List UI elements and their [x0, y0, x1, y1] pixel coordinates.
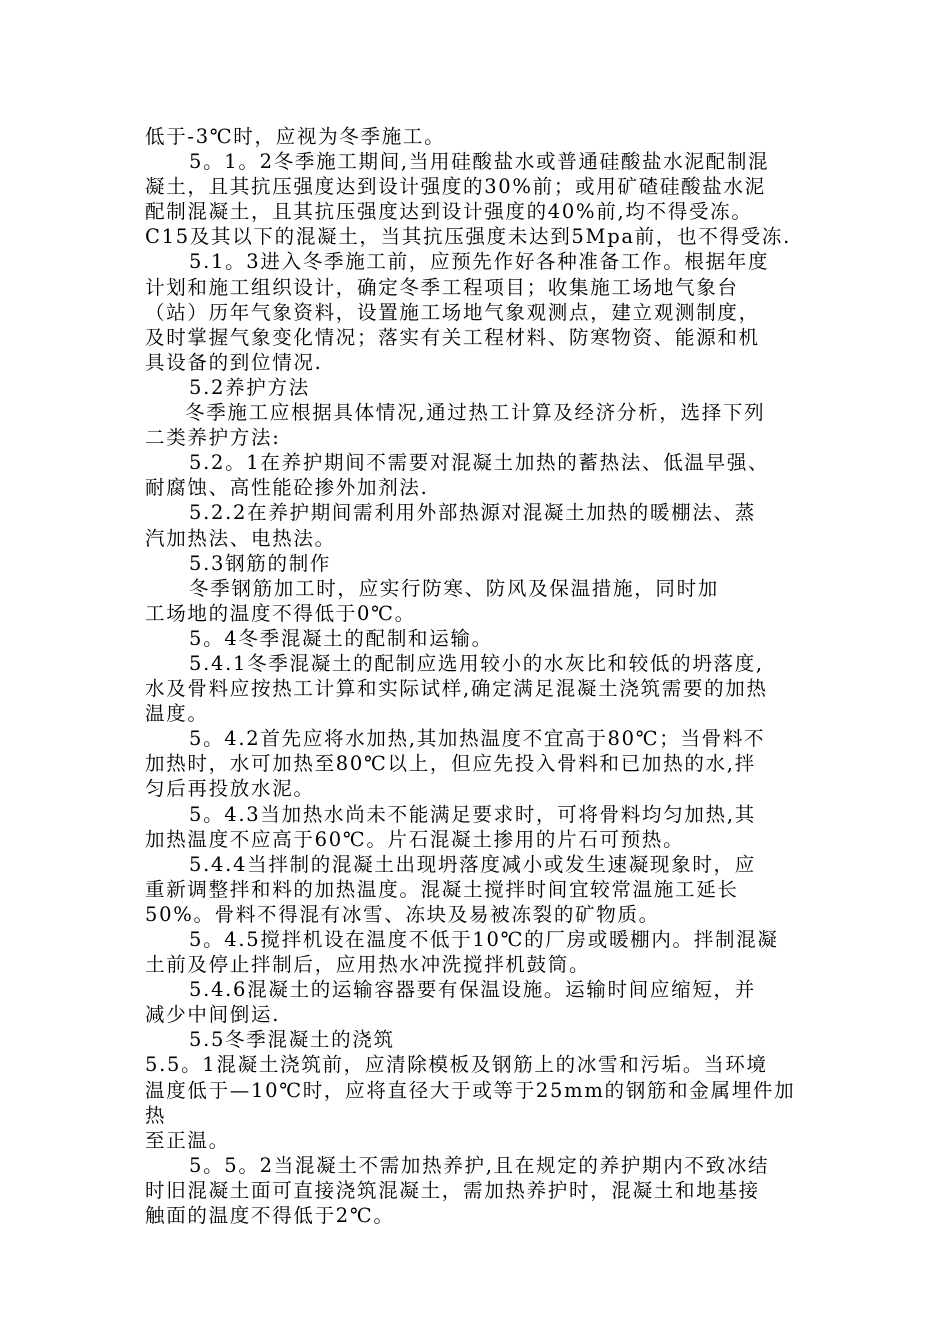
text-line: 5.1。3进入冬季施工前，应预先作好各种准备工作。根据年度: [189, 250, 770, 274]
text-line: 5.2。1在养护期间不需要对混凝土加热的蓄热法、低温早强、: [189, 451, 770, 475]
text-line: 5.4.6混凝土的运输容器要有保温设施。运输时间应缩短，并: [189, 978, 756, 1002]
text-line: 土前及停止拌制后，应用热水冲洗搅拌机鼓筒。: [145, 953, 591, 977]
text-line: 5。5。2当混凝土不需加热养护,且在规定的养护期内不致冰结: [189, 1153, 770, 1177]
section-heading: 5.2养护方法: [189, 375, 310, 399]
section-heading: 5.5冬季混凝土的浇筑: [189, 1028, 395, 1052]
text-line: 50%。骨料不得混有冰雪、冻块及易被冻裂的矿物质。: [145, 902, 660, 926]
text-line: 减少中间倒运.: [145, 1003, 281, 1027]
text-line: 加热时，水可加热至80℃以上，但应先投入骨料和已加热的水,拌: [145, 752, 756, 776]
text-line: 具设备的到位情况.: [145, 350, 323, 374]
text-line: 5.4.4当拌制的混凝土出现坍落度减小或发生速凝现象时，应: [189, 852, 756, 876]
text-line: 5。4.2首先应将水加热,其加热温度不宜高于80℃；当骨料不: [189, 727, 766, 751]
text-line: 5。4.5搅拌机设在温度不低于10℃的厂房或暖棚内。拌制混凝: [189, 928, 779, 951]
text-line: 时旧混凝土面可直接浇筑混凝土，需加热养护时，混凝土和地基接: [145, 1178, 760, 1202]
text-line: 温度低于—10℃时，应将直径大于或等于25mm的钢筋和金属埋件加: [145, 1078, 796, 1102]
text-line: 及时掌握气象变化情况；落实有关工程材料、防寒物资、能源和机: [145, 325, 760, 349]
text-line: 5.5。1混凝土浇筑前，应清除模板及钢筋上的冰雪和污垢。当环境: [145, 1053, 768, 1077]
text-line: 凝土，且其抗压强度达到设计强度的30%前；或用矿碴硅酸盐水泥: [145, 175, 766, 199]
document-body: [145, 124, 813, 1228]
text-line: 5.4.1冬季混凝土的配制应选用较小的水灰比和较低的坍落度,: [189, 651, 764, 675]
text-line: 加热温度不应高于60℃。片石混凝土掺用的片石可预热。: [145, 827, 685, 851]
section-heading: 5。4冬季混凝土的配制和运输。: [189, 626, 493, 650]
text-line: 至正温。: [145, 1128, 230, 1152]
text-line: 冬季施工应根据具体情况,通过热工计算及经济分析，选择下列: [185, 401, 766, 425]
text-line: 计划和施工组织设计，确定冬季工程项目；收集施工场地气象台: [145, 275, 739, 299]
text-line: 触面的温度不得低于2℃。: [145, 1204, 395, 1228]
text-line: 匀后再投放水泥。: [145, 777, 315, 801]
text-line: C15及其以下的混凝土，当其抗压强度未达到5Mpa前，也不得受冻.: [145, 225, 792, 249]
text-line: 工场地的温度不得低于0℃。: [145, 601, 416, 625]
text-line: 低于-3℃时，应视为冬季施工。: [145, 125, 446, 148]
section-heading: 5.3钢筋的制作: [189, 551, 332, 575]
text-line: 5。4.3当加热水尚未不能满足要求时，可将骨料均匀加热,其: [189, 802, 756, 826]
text-line: （站）历年气象资料，设置施工场地气象观测点，建立观测制度，: [145, 300, 760, 324]
text-line: 耐腐蚀、高性能砼掺外加剂法.: [145, 476, 429, 500]
text-line: 重新调整拌和料的加热温度。混凝土搅拌时间宜较常温施工延长: [145, 877, 739, 901]
text-line: 汽加热法、电热法。: [145, 526, 336, 550]
text-line: 5.2.2在养护期间需利用外部热源对混凝土加热的暖棚法、蒸: [189, 501, 756, 525]
text-line: 冬季钢筋加工时，应实行防寒、防风及保温措施，同时加: [189, 576, 720, 600]
text-line: 水及骨料应按热工计算和实际试样,确定满足混凝土浇筑需要的加热: [145, 677, 768, 701]
text-line: 配制混凝土，且其抗压强度达到设计强度的40%前,均不得受冻。: [145, 200, 753, 224]
text-line: 热: [145, 1103, 167, 1127]
text-line: 5。1。2冬季施工期间,当用硅酸盐水或普通硅酸盐水泥配制混: [189, 150, 770, 174]
text-line: 温度。: [145, 702, 209, 726]
text-line: 二类养护方法:: [145, 426, 281, 450]
